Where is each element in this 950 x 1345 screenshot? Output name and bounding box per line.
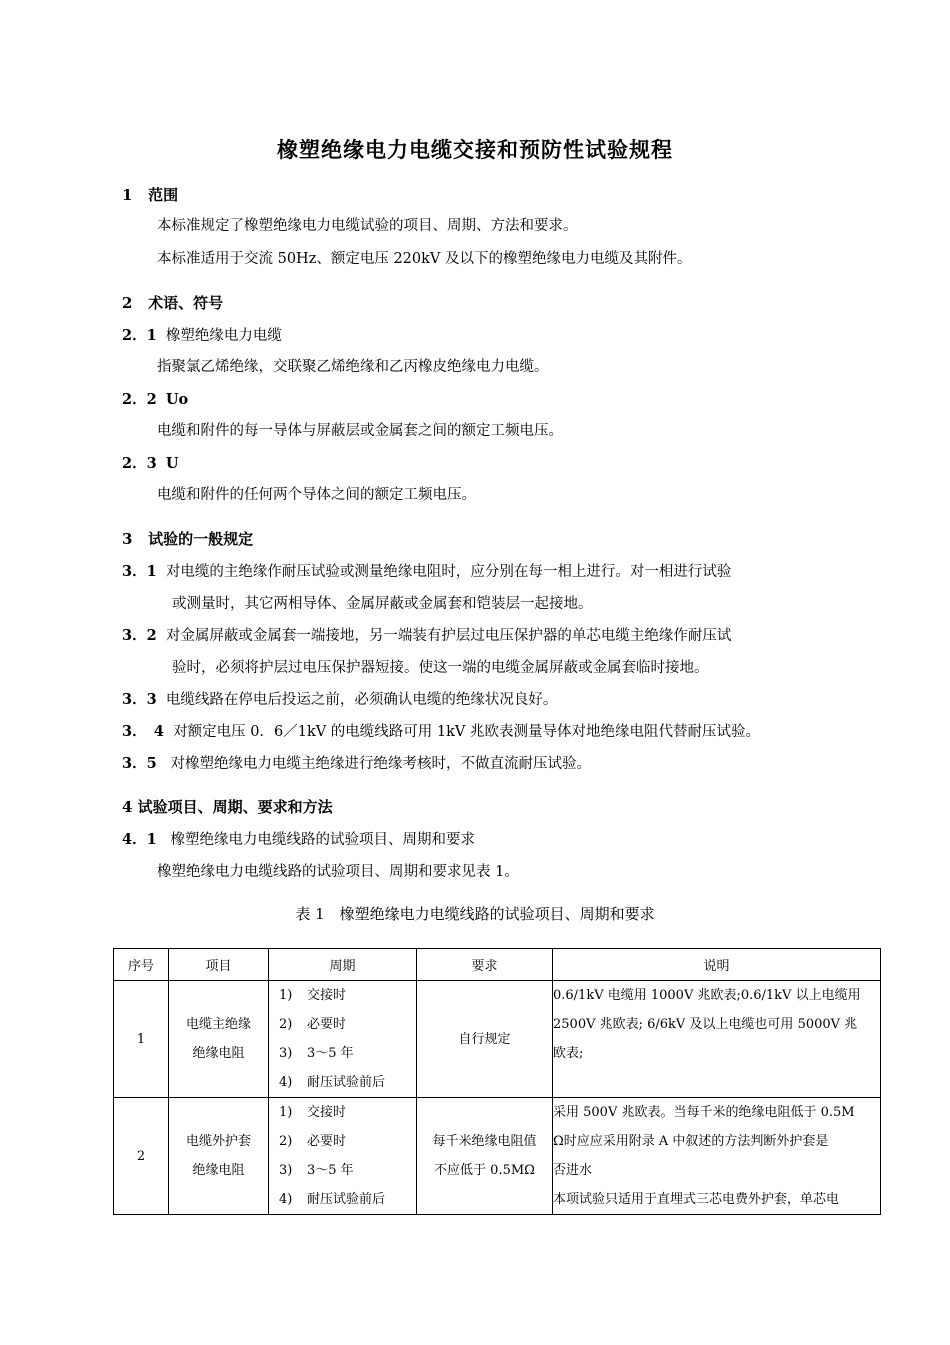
clause-3-2-line-2: 验时，必须将护层过电压保护器短接。使这一端的电缆金属屏蔽或金属套临时接地。 [172,660,709,676]
row-1-requirement-line-1: 自行规定 [458,1031,511,1047]
header-remark: 说明 [553,949,881,981]
row-2-requirement-line-1: 每千米绝缘电阻值 [432,1134,537,1149]
section-2-title: 术语、符号 [148,294,224,312]
header-item: 项目 [169,949,269,981]
list-item: 2) 必要时 [279,1017,347,1032]
section-3-title: 试验的一般规定 [148,530,254,548]
clause-2-2-number: 2．2 [122,391,157,408]
clause-2-1-text: 指聚氯乙烯绝缘，交联聚乙烯绝缘和乙丙橡皮绝缘电力电缆。 [157,359,549,375]
clause-2-3-text: 电缆和附件的任何两个导体之间的额定工频电压。 [157,487,476,503]
row-2-remark-line-2: Ω时应应采用附录 A 中叙述的方法判断外护套是 [553,1134,829,1149]
clause-2-3-label: U [165,455,179,472]
section-1-number: 1 [122,186,133,204]
row-1-item-line-2: 绝缘电阻 [192,1046,245,1061]
section-4-heading: 4 试验项目、周期、要求和方法 [122,798,333,816]
table-row [114,1098,881,1215]
section-2-number: 2 [122,294,133,312]
table-header-row [114,949,881,981]
section-1-paragraph-1: 本标准规定了橡塑绝缘电力电缆试验的项目、周期、方法和要求。 [157,218,578,234]
section-3-heading [122,528,253,549]
clause-3-3-text: 电缆线路在停电后投运之前，必须确认电缆的绝缘状况良好。 [165,692,558,708]
list-item: 1) 交接时 [279,1105,347,1120]
section-1-title: 范围 [148,186,179,204]
list-item: 2) 必要时 [279,1134,347,1149]
clause-2-1-heading [122,324,282,345]
document-title: 橡塑绝缘电力电缆交接和预防性试验规程 [277,137,673,162]
row-2-requirement [417,1098,553,1215]
clause-3-1-text: 对电缆的主绝缘作耐压试验或测量绝缘电阻时，应分别在每一相上进行。对一相进行试验 [165,564,732,580]
row-1-remark-line-2: 2500V 兆欧表; 6/6kV 及以上电缆也可用 5000V 兆 [553,1017,858,1032]
clause-3-5-number: 3．5 [122,755,157,772]
row-2-remark [553,1098,881,1215]
row-2-item-line-1: 电缆外护套 [185,1134,251,1149]
header-period: 周期 [269,949,417,981]
clause-3-3 [122,688,557,709]
clause-3-1-number: 3．1 [122,563,157,580]
row-1-item [169,981,269,1098]
clause-2-3-heading [122,452,179,473]
row-2-remark-line-1: 采用 500V 兆欧表。当每千米的绝缘电阻低于 0.5M [553,1105,855,1120]
clause-3-2-number: 3．2 [122,627,157,644]
clause-2-2-label: Uo [165,391,189,408]
header-requirement: 要求 [417,949,553,981]
list-item: 4) 耐压试验前后 [279,1075,386,1090]
clause-3-4-text: 对额定电压 0．6／1kV 的电缆线路可用 1kV 兆欧表测量导体对地绝缘电阻代替耐压试验。 [173,724,761,740]
clause-3-1-line-2: 或测量时，其它两相导体、金属屏蔽或金属套和铠装层一起接地。 [172,596,593,612]
section-1-heading [122,184,178,205]
row-1-remark [553,981,881,1098]
list-item: 4) 耐压试验前后 [279,1192,386,1207]
list-item: 1) 交接时 [279,988,347,1003]
clause-4-1-label: 橡塑绝缘电力电缆线路的试验项目、周期和要求 [170,832,476,848]
header-no: 序号 [114,949,169,981]
test-items-table [113,948,881,1215]
row-2-remark-line-3: 否进水 [553,1163,593,1178]
row-2-periods [269,1098,417,1215]
row-1-no: 1 [114,981,169,1098]
clause-2-1-label: 橡塑绝缘电力电缆 [165,328,282,344]
row-2-no: 2 [114,1098,169,1215]
row-1-remark-line-3: 欧表; [553,1046,584,1061]
row-2-item [169,1098,269,1215]
clause-3-4 [122,720,760,741]
list-item: 3) 3～5 年 [279,1046,354,1061]
clause-2-1-number: 2．1 [122,327,157,344]
row-2-item-line-2: 绝缘电阻 [192,1163,245,1178]
clause-3-1-line-1 [122,560,731,581]
clause-3-5 [122,752,591,773]
row-1-item-line-1: 电缆主绝缘 [185,1017,251,1032]
clause-2-2-heading [122,388,188,409]
clause-4-1-heading [122,828,475,849]
clause-2-2-text: 电缆和附件的每一导体与屏蔽层或金属套之间的额定工频电压。 [157,423,563,439]
row-1-requirement [417,981,553,1098]
section-2-heading [122,292,223,313]
row-2-remark-line-4: 本项试验只适用于直埋式三芯电费外护套，单芯电 [553,1192,840,1207]
clause-4-1-number: 4．1 [122,831,157,848]
clause-3-2-text: 对金属屏蔽或金属套一端接地，另一端装有护层过电压保护器的单芯电缆主绝缘作耐压试 [165,628,732,644]
table-row [114,981,881,1098]
list-item: 3) 3～5 年 [279,1163,354,1178]
row-2-requirement-line-2: 不应低于 0.5MΩ [434,1163,535,1178]
clause-4-1-text: 橡塑绝缘电力电缆线路的试验项目、周期和要求见表 1。 [157,864,519,880]
clause-3-2-line-1 [122,624,731,645]
clause-3-4-number: 3． 4 [122,723,164,740]
clause-3-5-text: 对橡塑绝缘电力电缆主绝缘进行绝缘考核时，不做直流耐压试验。 [170,756,592,772]
row-1-periods [269,981,417,1098]
section-1-paragraph-2: 本标准适用于交流 50Hz、额定电压 220kV 及以下的橡塑绝缘电力电缆及其附件。 [157,251,692,267]
row-1-remark-line-1: 0.6/1kV 电缆用 1000V 兆欧表;0.6/1kV 以上电缆用 [553,988,861,1003]
section-3-number: 3 [122,530,133,548]
table-caption: 表 1 橡塑绝缘电力电缆线路的试验项目、周期和要求 [295,905,655,923]
clause-3-3-number: 3．3 [122,691,157,708]
clause-2-3-number: 2．3 [122,455,157,472]
